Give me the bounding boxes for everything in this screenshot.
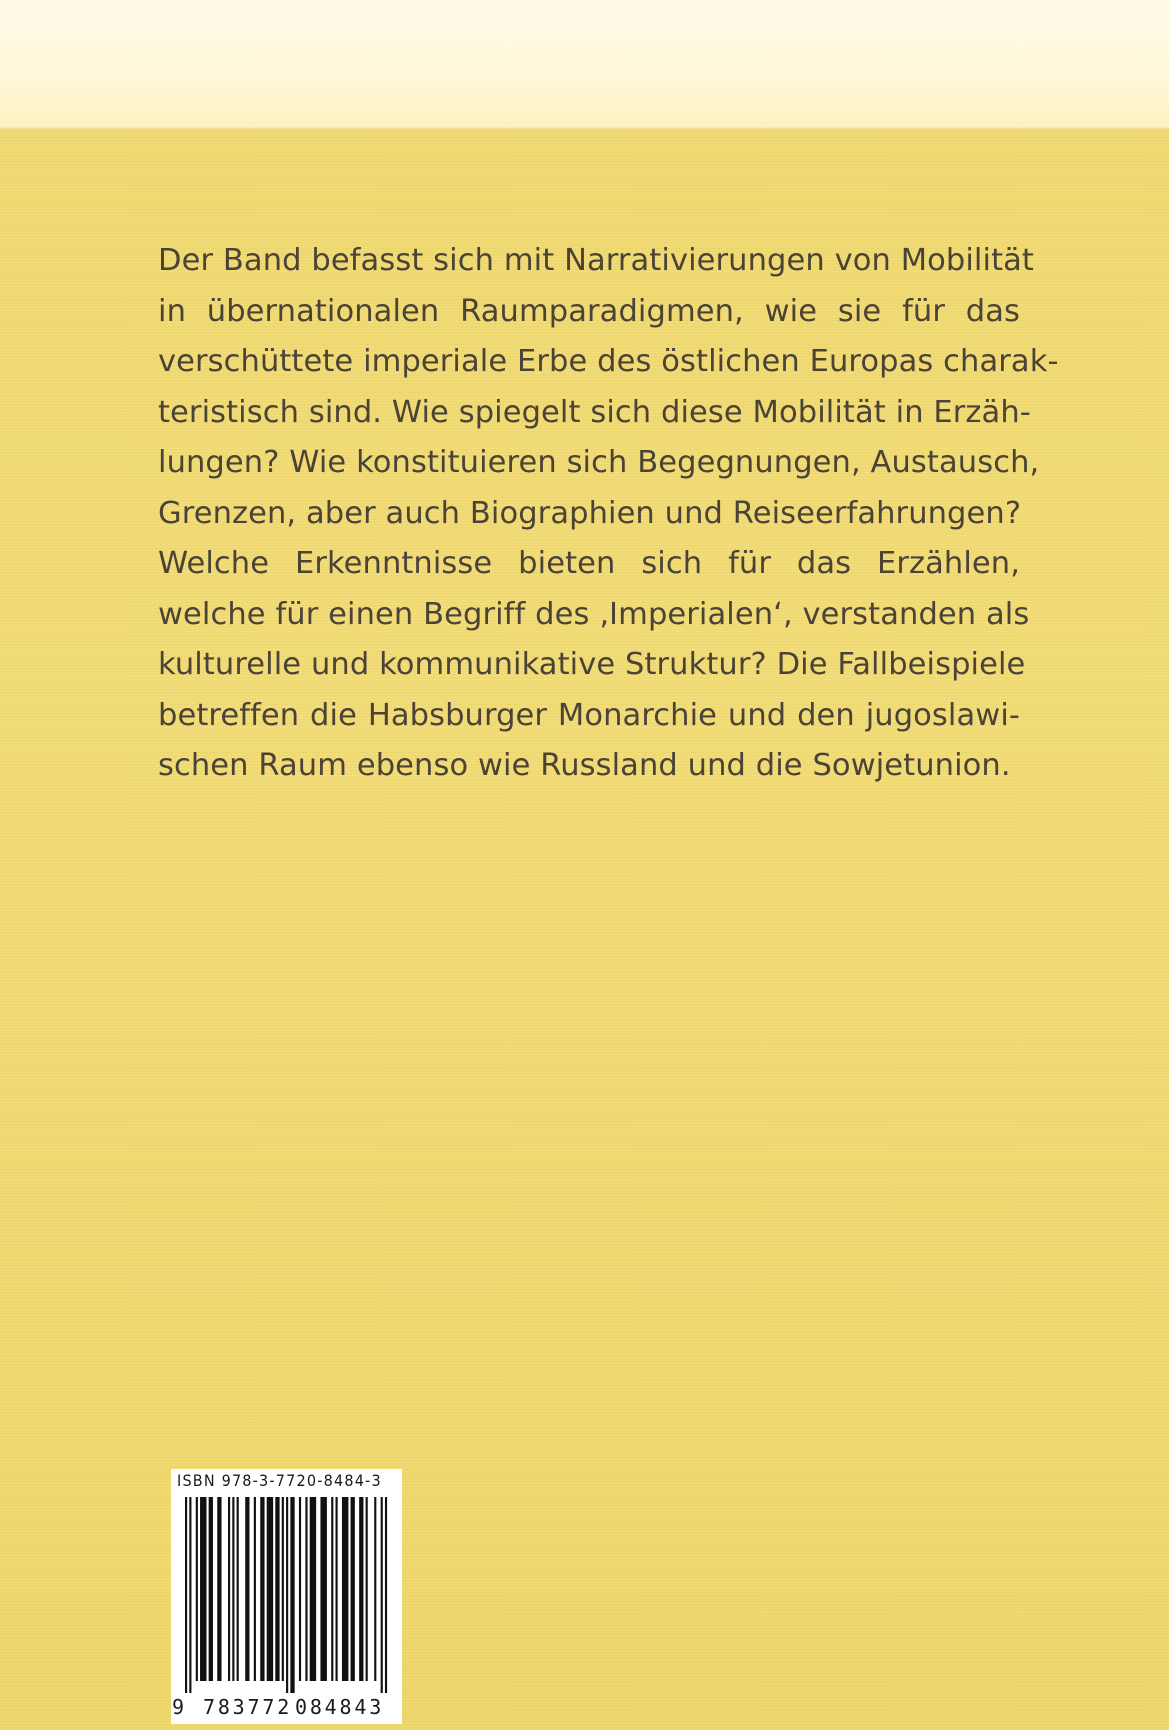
blurb-line: welche für einen Begriff des ‚Imperialen‘, verstanden als <box>158 596 1030 632</box>
barcode-bar <box>185 1497 187 1693</box>
barcode-bar <box>267 1497 273 1681</box>
blurb-line: verschüttete imperiale Erbe des östlichen Europas charak- <box>158 344 1059 379</box>
barcode-digits-left: 783772 <box>203 1695 293 1719</box>
barcode-bar <box>245 1497 249 1681</box>
blurb-line: Grenzen, aber auch Biographien und Reiseerfahrungen? <box>158 495 1022 531</box>
barcode-bar <box>232 1497 234 1681</box>
barcode-bar <box>228 1497 230 1681</box>
barcode-digit-first: 9 <box>172 1695 185 1719</box>
blurb-line: kulturelle und kommunikative Struktur? Die Fallbeispiele <box>158 647 1026 682</box>
blurb-line: betreffen die Habsburger Monarchie und den jugoslawi- <box>158 697 1020 733</box>
barcode-bar <box>189 1497 191 1693</box>
barcode-bar <box>331 1497 333 1681</box>
isbn-barcode-box <box>171 1469 402 1724</box>
barcode-bar <box>282 1497 284 1681</box>
barcode-bar <box>359 1497 363 1681</box>
barcode-bar <box>320 1497 326 1681</box>
barcode-bar <box>290 1497 294 1693</box>
blurb-line: Welche Erkenntnisse bieten sich für das Erzählen, <box>158 546 1020 581</box>
barcode-bar <box>196 1497 198 1681</box>
barcode-bar <box>366 1497 368 1681</box>
barcode-bar <box>217 1497 221 1681</box>
barcode-bar <box>305 1497 307 1681</box>
barcode-bar <box>385 1497 387 1693</box>
barcode-bar <box>381 1497 383 1693</box>
barcode-bar <box>342 1497 348 1681</box>
barcode-bar <box>237 1497 239 1681</box>
barcode-bar <box>336 1497 338 1681</box>
blurb-line: lungen? Wie konstituieren sich Begegnungen, Austausch, <box>158 445 1040 480</box>
barcode-bar <box>286 1497 288 1693</box>
barcode-bar <box>374 1497 376 1681</box>
blurb-line: in übernationalen Raumparadigmen, wie sie für das <box>158 293 1020 329</box>
isbn-label: ISBN 978-3-7720-8484-3 <box>177 1471 382 1490</box>
barcode-bar <box>275 1497 279 1681</box>
blurb-text <box>158 236 1059 792</box>
barcode-bar <box>299 1497 301 1681</box>
barcode-bar <box>209 1497 213 1681</box>
barcode-bar <box>351 1497 355 1681</box>
barcode-bar <box>200 1497 206 1681</box>
blurb-line: Der Band befasst sich mit Narrativierungen von Mobilität <box>158 243 1034 278</box>
barcode-bar <box>310 1497 316 1681</box>
blurb-line: schen Raum ebenso wie Russland und die Sowjetunion. <box>158 748 1011 783</box>
barcode-bar <box>254 1497 256 1681</box>
blurb-line: teristisch sind. Wie spiegelt sich diese Mobilität in Erzäh- <box>158 394 1031 430</box>
barcode-icon <box>171 1497 402 1693</box>
barcode-digits-right: 084843 <box>295 1695 385 1719</box>
barcode-bar <box>260 1497 264 1681</box>
top-light-band <box>0 0 1169 130</box>
